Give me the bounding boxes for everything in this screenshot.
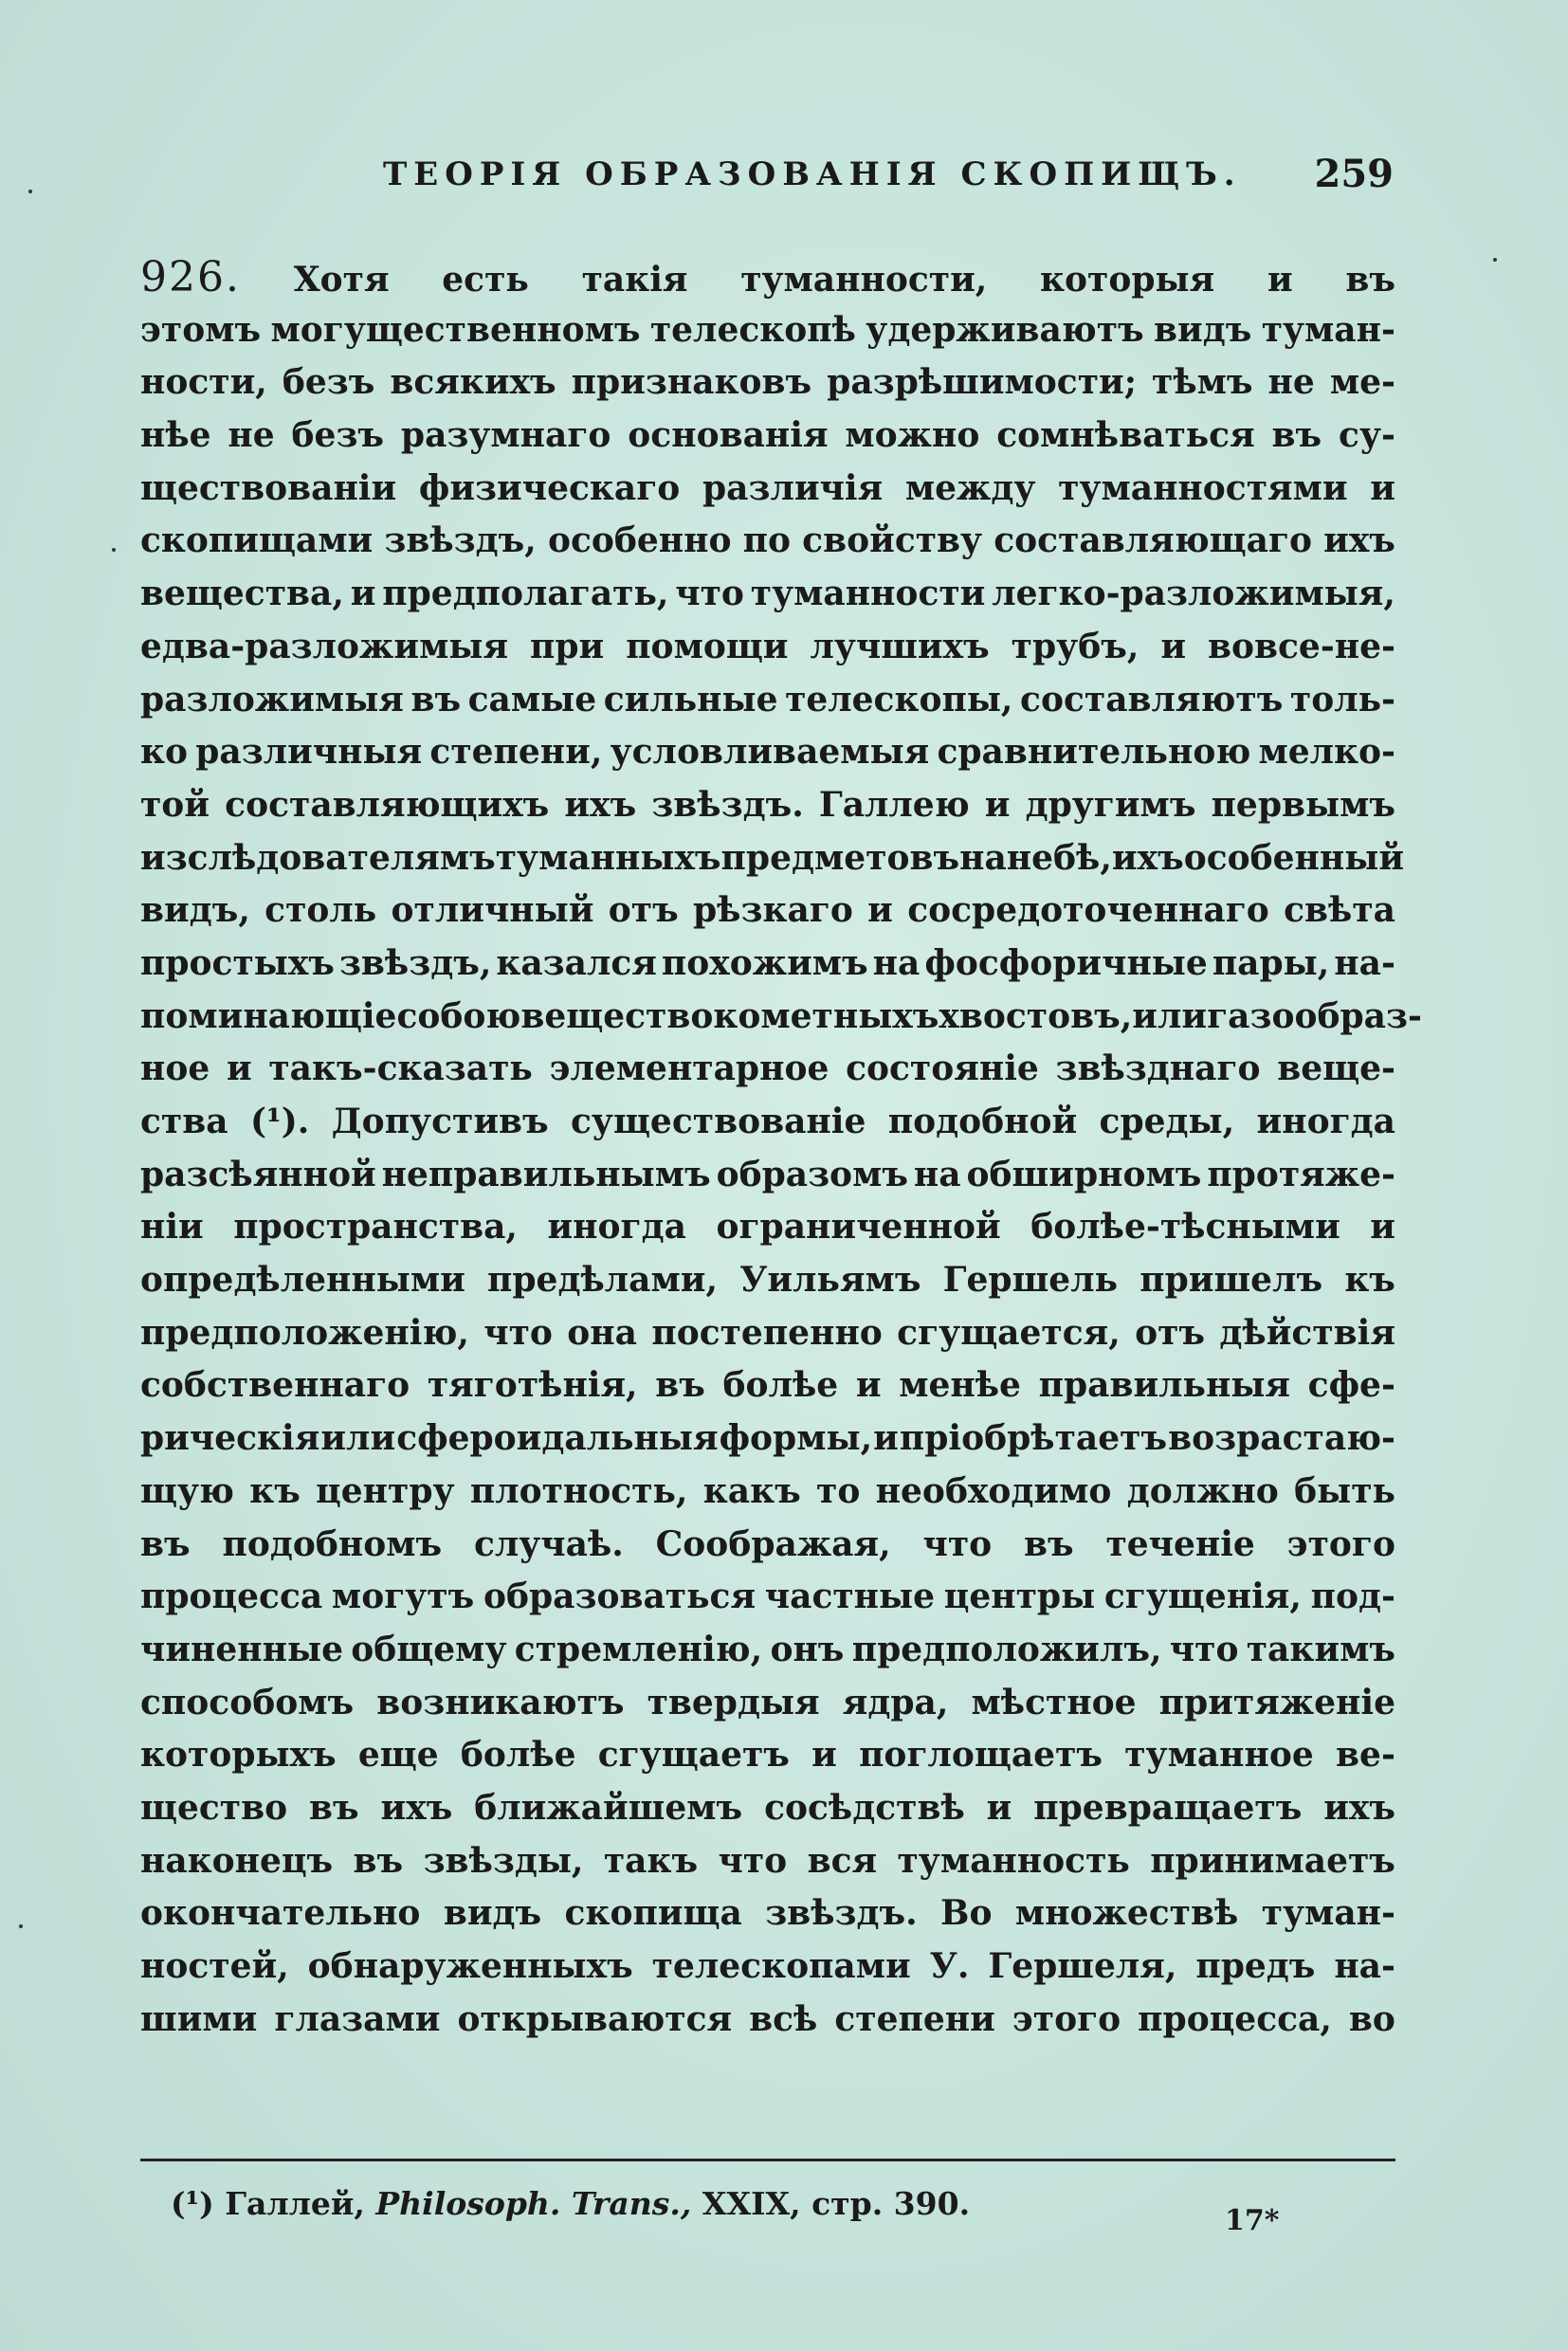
word: пришелъ xyxy=(1140,1260,1323,1301)
text-line xyxy=(140,1677,1395,1730)
word: процесса xyxy=(140,1576,323,1617)
text-line xyxy=(140,1201,1395,1254)
word: правильныя xyxy=(1038,1365,1291,1406)
word: къ xyxy=(249,1470,301,1511)
word: ограниченной xyxy=(716,1207,1001,1248)
word: всѣ xyxy=(749,1998,818,2039)
word: въ xyxy=(309,1787,359,1828)
word: ве- xyxy=(1336,1735,1395,1776)
word: въ xyxy=(1345,260,1395,300)
word: и xyxy=(226,1048,252,1089)
word: частные xyxy=(764,1576,936,1617)
word: простыхъ xyxy=(140,942,335,983)
paper-speck xyxy=(28,190,32,193)
word: въ xyxy=(1023,1523,1074,1564)
word: подобной xyxy=(887,1102,1078,1141)
word: теченіе xyxy=(1105,1523,1255,1564)
word: казался xyxy=(496,942,657,983)
word: туманныхъ xyxy=(495,837,721,878)
word: и xyxy=(873,1418,899,1459)
word: туманностями xyxy=(1058,467,1348,508)
word: толь- xyxy=(1289,679,1395,720)
word: условливаемыя xyxy=(610,732,930,773)
word: ближайшемъ xyxy=(474,1787,743,1828)
word: звѣзднаго xyxy=(1055,1048,1261,1089)
word: формы, xyxy=(719,1418,873,1459)
word: тѣмъ xyxy=(1152,362,1253,403)
word: разложимыя xyxy=(140,679,404,720)
text-line xyxy=(140,832,1405,885)
word: шими xyxy=(140,1998,258,2039)
text-line xyxy=(140,1782,1395,1835)
word: первымъ xyxy=(1211,784,1395,825)
word: способомъ xyxy=(140,1682,355,1722)
text-line xyxy=(140,1466,1395,1519)
word: су- xyxy=(1339,415,1395,456)
word: или xyxy=(1132,995,1208,1036)
text-line xyxy=(140,938,1395,991)
word: звѣздъ. xyxy=(765,1893,918,1934)
word: въ xyxy=(140,1523,191,1564)
word: туманности, xyxy=(740,260,988,300)
word: при xyxy=(530,626,605,666)
word: и xyxy=(984,784,1011,825)
footnote-author: Галлей, xyxy=(225,2185,365,2222)
word: на- xyxy=(1334,1946,1395,1986)
word: У. xyxy=(929,1946,970,1986)
word: обширномъ xyxy=(966,1154,1202,1194)
text-line xyxy=(140,991,1422,1044)
word: по xyxy=(742,520,792,561)
word: и xyxy=(350,574,376,614)
word: нѣе xyxy=(140,415,211,456)
word: поглощаетъ xyxy=(859,1735,1103,1776)
word: сфероидальныя xyxy=(396,1418,719,1459)
word: ихъ xyxy=(1111,837,1184,878)
word: которыхъ xyxy=(140,1735,337,1776)
text-line xyxy=(140,304,1395,357)
word: Уильямъ xyxy=(739,1260,921,1301)
word: туманное xyxy=(1124,1735,1314,1776)
word: ядра, xyxy=(842,1682,949,1722)
word: сгущаетъ xyxy=(597,1735,790,1776)
word: другимъ xyxy=(1025,784,1196,825)
word: возникаютъ xyxy=(376,1682,625,1722)
signature-mark: 17* xyxy=(1225,2204,1280,2237)
text-line xyxy=(140,884,1395,938)
word: глазами xyxy=(274,1998,441,2039)
word: видъ, xyxy=(140,890,250,931)
word: болѣе xyxy=(722,1365,839,1406)
running-head xyxy=(142,152,1394,209)
word: видъ xyxy=(1154,309,1252,350)
footnote-marker: (¹) xyxy=(171,2185,214,2222)
word: телескопами xyxy=(651,1946,911,1986)
word: болѣе-тѣсными xyxy=(1030,1207,1340,1248)
running-title: ТЕОРІЯ ОБРАЗОВАНІЯ СКОПИЩЪ. xyxy=(383,155,1242,193)
word: (¹). xyxy=(249,1102,310,1141)
word: трубъ, xyxy=(1011,626,1140,666)
word: сравнительною xyxy=(937,732,1251,773)
word: существованіе xyxy=(571,1102,866,1141)
word: что xyxy=(718,1840,788,1881)
word: самые xyxy=(467,679,597,720)
text-line xyxy=(140,1359,1395,1412)
word: можно xyxy=(845,415,980,456)
word: Во xyxy=(940,1893,993,1934)
footnote-rule xyxy=(140,2159,1395,2161)
word: предъ xyxy=(1195,1946,1316,1986)
word: собою xyxy=(396,995,521,1036)
word: под- xyxy=(1310,1576,1395,1617)
word: звѣзды, xyxy=(423,1840,584,1881)
word: Допустивъ xyxy=(331,1102,549,1141)
word: въ xyxy=(410,679,462,720)
word: кометныхъ xyxy=(713,995,939,1036)
word: предметовъ xyxy=(720,837,960,878)
text-line xyxy=(140,1887,1395,1941)
text-line xyxy=(140,1624,1395,1677)
word: иногда xyxy=(547,1207,686,1248)
word: элементарное xyxy=(549,1048,830,1089)
word: пріобрѣтаетъ xyxy=(899,1418,1168,1459)
word: звѣздъ. xyxy=(651,784,804,825)
word: и xyxy=(867,890,893,931)
word: такъ xyxy=(603,1840,699,1881)
word: мелко- xyxy=(1258,732,1395,773)
word: легко-разложимыя, xyxy=(992,574,1395,614)
word: въ xyxy=(1271,415,1322,456)
footnote-reference: XXIX, стр. 390. xyxy=(702,2185,971,2222)
word: такія xyxy=(581,260,688,300)
word: дѣйствія xyxy=(1219,1312,1395,1353)
word: составляютъ xyxy=(1020,679,1284,720)
word: не xyxy=(228,415,275,456)
text-line xyxy=(140,1412,1395,1466)
word: свѣта xyxy=(1284,890,1395,931)
word: такимъ xyxy=(1246,1629,1395,1669)
word: той xyxy=(140,784,210,825)
word: быть xyxy=(1294,1470,1395,1511)
word: ме- xyxy=(1329,362,1395,403)
word: сильные xyxy=(603,679,778,720)
word: скопищами xyxy=(140,520,374,561)
word: менѣе xyxy=(899,1365,1021,1406)
word: и xyxy=(811,1735,837,1776)
word: ства xyxy=(140,1102,228,1141)
text-line xyxy=(140,779,1395,832)
word: рѣзкаго xyxy=(693,890,853,931)
word: свойству xyxy=(802,520,983,561)
word: такъ-сказать xyxy=(268,1048,533,1089)
word: на- xyxy=(1334,942,1395,983)
word: не xyxy=(1267,362,1315,403)
word: поминающіе xyxy=(140,995,397,1036)
text-line xyxy=(140,568,1395,621)
text-line xyxy=(140,1043,1395,1096)
word: протяже- xyxy=(1207,1154,1395,1194)
word: общему xyxy=(351,1629,507,1669)
word: разрѣшимости; xyxy=(827,362,1138,403)
word: сомнѣваться xyxy=(996,415,1255,456)
word: составляющаго xyxy=(994,520,1312,561)
word: туман- xyxy=(1261,309,1395,350)
word: безъ xyxy=(291,415,385,456)
body-text xyxy=(140,251,1422,2046)
word: Гершеля, xyxy=(988,1946,1177,1986)
word: газообраз- xyxy=(1207,995,1422,1036)
word: звѣздъ, xyxy=(338,942,492,983)
word: ихъ xyxy=(1323,520,1395,561)
word: стремленію, xyxy=(514,1629,763,1669)
word: сфе- xyxy=(1307,1365,1395,1406)
word: физическаго xyxy=(418,467,681,508)
word: то xyxy=(816,1470,861,1511)
word: веще- xyxy=(1277,1048,1395,1089)
word: что xyxy=(1169,1629,1239,1669)
word: изслѣдователямъ xyxy=(140,837,496,878)
word: ихъ xyxy=(1323,1787,1395,1828)
word: лучшихъ xyxy=(810,626,990,666)
word: Соображая, xyxy=(655,1523,891,1564)
word: мѣстное xyxy=(971,1682,1137,1722)
word: что xyxy=(922,1523,993,1564)
word: пространства, xyxy=(233,1207,518,1248)
word: небѣ, xyxy=(1006,837,1112,878)
text-line xyxy=(140,674,1395,727)
word: предполагать, xyxy=(382,574,669,614)
text-line xyxy=(140,726,1395,779)
word: притяженіе xyxy=(1158,1682,1395,1722)
word: центры xyxy=(943,1576,1096,1617)
word: наконецъ xyxy=(140,1840,334,1881)
word: среды, xyxy=(1099,1102,1235,1141)
word: видъ xyxy=(443,1893,542,1934)
word: особенно xyxy=(547,520,732,561)
word: ніи xyxy=(140,1207,204,1248)
word: похожимъ xyxy=(661,942,868,983)
word: щество xyxy=(140,1787,288,1828)
word: ное xyxy=(140,1048,210,1089)
word: чиненные xyxy=(140,1629,343,1669)
text-line xyxy=(140,1994,1395,2047)
text-line xyxy=(140,1835,1395,1888)
word: удерживаютъ xyxy=(866,309,1144,350)
word: твердыя xyxy=(647,1682,820,1722)
word: неправильнымъ xyxy=(381,1154,711,1194)
word: и xyxy=(1267,260,1293,300)
word: степени, xyxy=(429,732,603,773)
word: различія xyxy=(702,467,884,508)
text-line xyxy=(140,1149,1395,1202)
word: вовсе-не- xyxy=(1207,626,1395,666)
word: подобномъ xyxy=(222,1523,443,1564)
word: плотность, xyxy=(469,1470,688,1511)
word: телескопы, xyxy=(785,679,1013,720)
word: болѣе xyxy=(460,1735,576,1776)
word: предположенію, xyxy=(140,1312,469,1353)
word: предположилъ, xyxy=(851,1629,1162,1669)
text-line xyxy=(140,410,1395,463)
word: необходимо xyxy=(875,1470,1112,1511)
word: окончательно xyxy=(140,1893,421,1934)
word: что xyxy=(483,1312,553,1353)
word: особенный xyxy=(1183,837,1405,878)
word: она xyxy=(567,1312,637,1353)
word: на xyxy=(872,942,921,983)
word: различныя xyxy=(195,732,423,773)
text-line xyxy=(140,1571,1395,1624)
text-line xyxy=(140,621,1395,674)
word: постепенно xyxy=(651,1312,883,1353)
word: превращаетъ xyxy=(1033,1787,1303,1828)
word: процесса, xyxy=(1138,1998,1332,2039)
word: отличный xyxy=(391,890,594,931)
word: и xyxy=(855,1365,882,1406)
word: пары, xyxy=(1212,942,1330,983)
word: на xyxy=(959,837,1007,878)
page-number: 259 xyxy=(1314,152,1394,196)
word: столь xyxy=(264,890,377,931)
word: что xyxy=(675,574,744,614)
word: и xyxy=(1370,467,1395,508)
word: возрастаю- xyxy=(1168,1418,1395,1459)
word: едва-разложимыя xyxy=(140,626,509,666)
word: множествѣ xyxy=(1014,1893,1239,1934)
word: иногда xyxy=(1256,1102,1395,1141)
word: открываются xyxy=(457,1998,733,2039)
word: безъ xyxy=(282,362,375,403)
word: въ xyxy=(655,1365,705,1406)
word: ихъ xyxy=(380,1787,453,1828)
word: разсѣянной xyxy=(140,1154,376,1194)
word: состояніе xyxy=(846,1048,1039,1089)
word: обнаруженныхъ xyxy=(307,1946,633,1986)
word: Гершель xyxy=(942,1260,1119,1301)
word: предѣлами, xyxy=(487,1260,718,1301)
word: опредѣленными xyxy=(140,1260,465,1301)
text-line xyxy=(140,1096,1395,1149)
word: отъ xyxy=(608,890,679,931)
word: Галлею xyxy=(818,784,970,825)
word: могутъ xyxy=(331,1576,475,1617)
word: какъ xyxy=(702,1470,801,1511)
word: ихъ xyxy=(564,784,637,825)
word: хвостовъ, xyxy=(939,995,1133,1036)
word: сосѣдствѣ xyxy=(764,1787,965,1828)
word: отъ xyxy=(1135,1312,1206,1353)
word: ностей, xyxy=(140,1946,289,1986)
word: и xyxy=(986,1787,1012,1828)
word: этого xyxy=(1286,1523,1395,1564)
word: фосфоричные xyxy=(924,942,1208,983)
text-line xyxy=(140,463,1395,516)
word: собственнаго xyxy=(140,1365,410,1406)
text-line xyxy=(140,1254,1395,1307)
word: центру xyxy=(316,1470,455,1511)
word: сгущается, xyxy=(897,1312,1121,1353)
word: вся xyxy=(807,1840,878,1881)
paper-speck xyxy=(1493,258,1497,262)
word: онъ xyxy=(770,1629,845,1669)
word: которыя xyxy=(1040,260,1215,300)
word: туманность xyxy=(897,1840,1130,1881)
word: признаковъ xyxy=(571,362,812,403)
word: всякихъ xyxy=(390,362,556,403)
word: телескопѣ xyxy=(649,309,856,350)
paragraph-number: 926. xyxy=(140,253,241,301)
word: составляющихъ xyxy=(225,784,550,825)
word: основанія xyxy=(628,415,829,456)
text-line xyxy=(140,1729,1395,1782)
footnote xyxy=(171,2185,970,2222)
word: ности, xyxy=(140,362,267,403)
text-line xyxy=(140,356,1395,410)
text-line xyxy=(140,1941,1395,1994)
word: разумнаго xyxy=(400,415,611,456)
word: могущественномъ xyxy=(270,309,641,350)
paper-speck xyxy=(19,1924,23,1928)
word: къ xyxy=(1344,1260,1395,1301)
word: скопища xyxy=(564,1893,742,1934)
word: ществованіи xyxy=(140,467,397,508)
word: вещества, xyxy=(140,574,344,614)
word: случаѣ. xyxy=(473,1523,624,1564)
word: въ xyxy=(353,1840,404,1881)
word: принимаетъ xyxy=(1150,1840,1395,1881)
word: есть xyxy=(442,260,529,300)
word: звѣздъ, xyxy=(384,520,537,561)
word: еще xyxy=(357,1735,439,1776)
word: вещество xyxy=(520,995,714,1036)
word: на xyxy=(913,1154,961,1194)
word: помощи xyxy=(626,626,789,666)
word: туман- xyxy=(1261,1893,1395,1934)
word: туманности xyxy=(750,574,986,614)
word: и xyxy=(1370,1207,1395,1248)
word: Хотя xyxy=(293,260,390,300)
text-line xyxy=(140,1307,1395,1360)
word: степени xyxy=(834,1998,995,2039)
word: этого xyxy=(1012,1998,1121,2039)
word: между xyxy=(904,467,1036,508)
word: образомъ xyxy=(716,1154,908,1194)
paper-speck xyxy=(112,548,116,552)
word: сгущенія, xyxy=(1103,1576,1302,1617)
word: ко xyxy=(140,732,189,773)
word: тяготѣнія, xyxy=(427,1365,638,1406)
word: и xyxy=(1160,626,1187,666)
word: щую xyxy=(140,1470,234,1511)
text-line xyxy=(140,515,1395,568)
word: или xyxy=(320,1418,396,1459)
text-line xyxy=(140,251,1395,304)
footnote-journal: Philosoph. Trans., xyxy=(375,2185,692,2222)
word: во xyxy=(1348,1998,1395,2039)
word: сосредоточеннаго xyxy=(907,890,1269,931)
text-line xyxy=(140,1519,1395,1572)
word: должно xyxy=(1126,1470,1279,1511)
word: этомъ xyxy=(140,309,262,350)
word: образоваться xyxy=(483,1576,757,1617)
word: рическія xyxy=(140,1418,320,1459)
